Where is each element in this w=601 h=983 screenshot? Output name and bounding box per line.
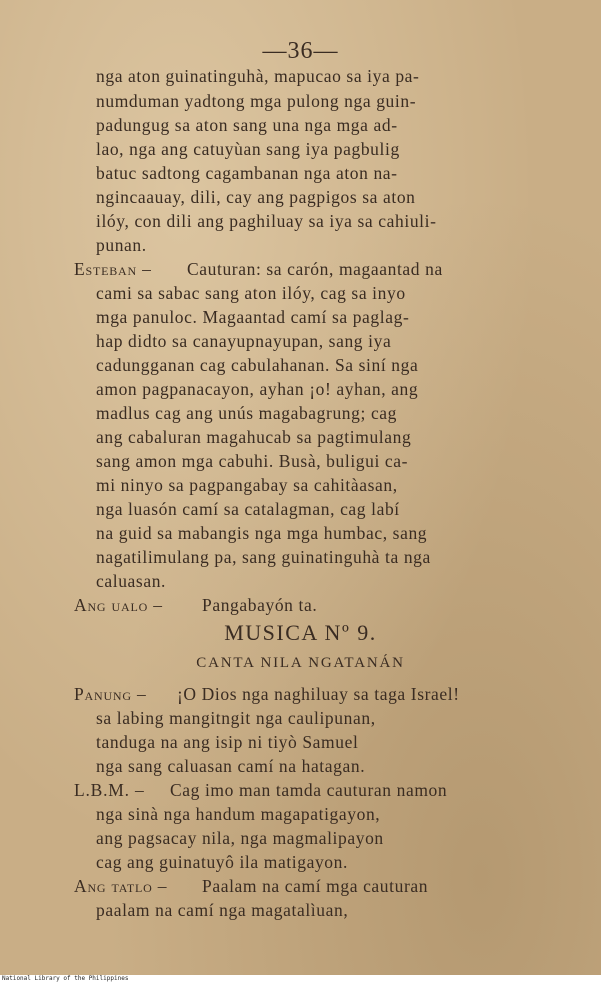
verse-line: Paalam na camí mga cauturan — [202, 876, 429, 896]
verse-line: cag ang guinatuyô ila matigayon. — [96, 852, 348, 872]
text-line: cadungganan cag cabulahanan. Sa siní nga — [96, 355, 419, 375]
musica-title: MUSICA Nº 9. — [224, 620, 377, 645]
verse-line: nga sinà nga handum magapatigayon, — [96, 804, 381, 824]
text-line: numduman yadtong mga pulong nga guin- — [96, 91, 417, 111]
text-line: mi ninyo sa pagpangabay sa cahitàasan, — [96, 475, 398, 495]
verse-line: ang pagsacay nila, nga magmalipayon — [96, 828, 384, 848]
text-line: lao, nga ang catuyùan sang iya pagbulig — [96, 139, 400, 159]
speaker-ang-ualo: Ang ualo – — [74, 595, 163, 615]
speaker-panung: Panung – — [74, 684, 147, 704]
text-line: Cauturan: sa carón, magaantad na — [187, 259, 443, 279]
speaker-esteban: Esteban – — [74, 259, 152, 279]
speaker-lbm: L.B.M. – — [74, 780, 145, 800]
text-line: ilóy, con dili ang paghiluay sa iya sa cahiuli- — [96, 211, 437, 231]
text-line: caluasan. — [96, 571, 167, 591]
text-line: mga panuloc. Magaantad camí sa paglag- — [96, 307, 410, 327]
text-line: ngincaauay, dili, cay ang pagpigos sa aton — [96, 187, 416, 207]
text-line: Pangabayón ta. — [202, 595, 318, 615]
text-line: nagatilimulang pa, sang guinatinguhà ta nga — [96, 547, 431, 567]
text-line: cami sa sabac sang aton ilóy, cag sa inyo — [96, 283, 406, 303]
speaker-ang-tatlo: Ang tatlo – — [74, 876, 168, 896]
text-line: batuc sadtong cagambanan nga aton na- — [96, 163, 398, 183]
text-line: nga aton guinatinguhà, mapucao sa iya pa- — [96, 66, 420, 86]
text-line: ang cabaluran magahucab sa pagtimulang — [96, 427, 412, 447]
text-line: padungug sa aton sang una nga mga ad- — [96, 115, 398, 135]
text-line: hap didto sa canayupnayupan, sang iya — [96, 331, 392, 351]
verse-line: sa labing mangitngit nga caulipunan, — [96, 708, 376, 728]
library-credit: National Library of the Philippines — [0, 975, 601, 983]
text-line: punan. — [96, 235, 147, 255]
text-line: nga luasón camí sa catalagman, cag labí — [96, 499, 400, 519]
verse-line: paalam na camí nga magatalìuan, — [96, 900, 349, 920]
text-line: na guid sa mabangis nga mga humbac, sang — [96, 523, 428, 543]
text-line: amon pagpanacayon, ayhan ¡o! ayhan, ang — [96, 379, 419, 399]
page-number: —36— — [262, 38, 339, 64]
verse-line: Cag imo man tamda cauturan namon — [170, 780, 448, 800]
musica-subtitle: CANTA NILA NGATANÁN — [196, 655, 405, 671]
text-line: sang amon mga cabuhi. Busà, buligui ca- — [96, 451, 409, 471]
text-line: madlus cag ang unús magabagrung; cag — [96, 403, 398, 423]
verse-line: tanduga na ang isip ni tiyò Samuel — [96, 732, 359, 752]
verse-line: ¡O Dios nga naghiluay sa taga Israel! — [177, 684, 460, 704]
verse-line: nga sang caluasan camí na hatagan. — [96, 756, 366, 776]
